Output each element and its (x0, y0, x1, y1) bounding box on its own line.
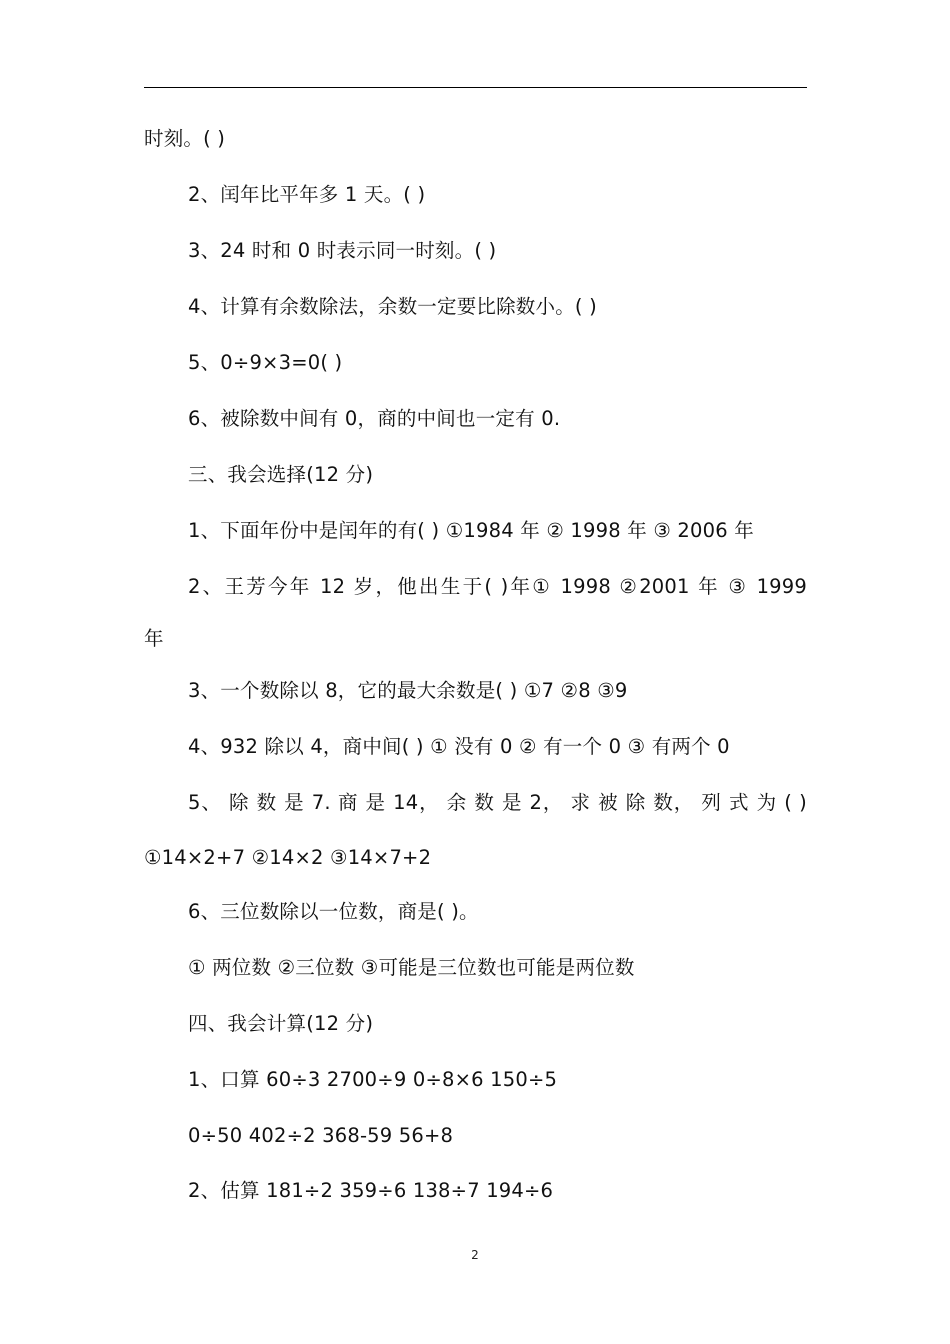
section-heading-choice: 三、我会选择(12 分) (188, 463, 374, 486)
text-line-5: 5、0÷9×3=0( ) (188, 351, 343, 374)
section-heading-calc: 四、我会计算(12 分) (188, 1012, 374, 1035)
text-line-14: ①14×2+7 ②14×2 ③14×7+2 (144, 846, 432, 869)
text-line-11: 3、一个数除以 8，它的最大余数是( ) ①7 ②8 ③9 (188, 679, 628, 702)
header-rule (144, 87, 807, 88)
text-line-8: 1、下面年份中是闰年的有( ) ①1984 年 ② 1998 年 ③ 2006 年 (188, 519, 754, 542)
text-line-18: 1、口算 60÷3 2700÷9 0÷8×6 150÷5 (188, 1068, 558, 1091)
text-line-1: 时刻。( ) (144, 127, 226, 150)
text-line-9: 2、王芳今年 12 岁，他出生于( )年① 1998 ②2001 年 ③ 1999 (188, 575, 807, 598)
text-line-16: ① 两位数 ②三位数 ③可能是三位数也可能是两位数 (188, 956, 635, 979)
text-line-19: 0÷50 402÷2 368-59 56+8 (188, 1124, 454, 1147)
text-line-15: 6、三位数除以一位数，商是( )。 (188, 900, 479, 923)
text-line-4: 4、计算有余数除法，余数一定要比除数小。( ) (188, 295, 597, 318)
text-line-20: 2、估算 181÷2 359÷6 138÷7 194÷6 (188, 1179, 554, 1202)
text-line-3: 3、24 时和 0 时表示同一时刻。( ) (188, 239, 497, 262)
text-line-10: 年 (144, 627, 164, 650)
text-line-12: 4、932 除以 4，商中间( ) ① 没有 0 ② 有一个 0 ③ 有两个 0 (188, 735, 730, 758)
page-number: 2 (471, 1248, 479, 1262)
text-line-2: 2、闰年比平年多 1 天。( ) (188, 183, 426, 206)
text-line-6: 6、被除数中间有 0，商的中间也一定有 0. (188, 407, 561, 430)
text-line-13: 5、 除 数 是 7. 商 是 14， 余 数 是 2， 求 被 除 数， 列 式 为 ( ) (188, 791, 807, 814)
